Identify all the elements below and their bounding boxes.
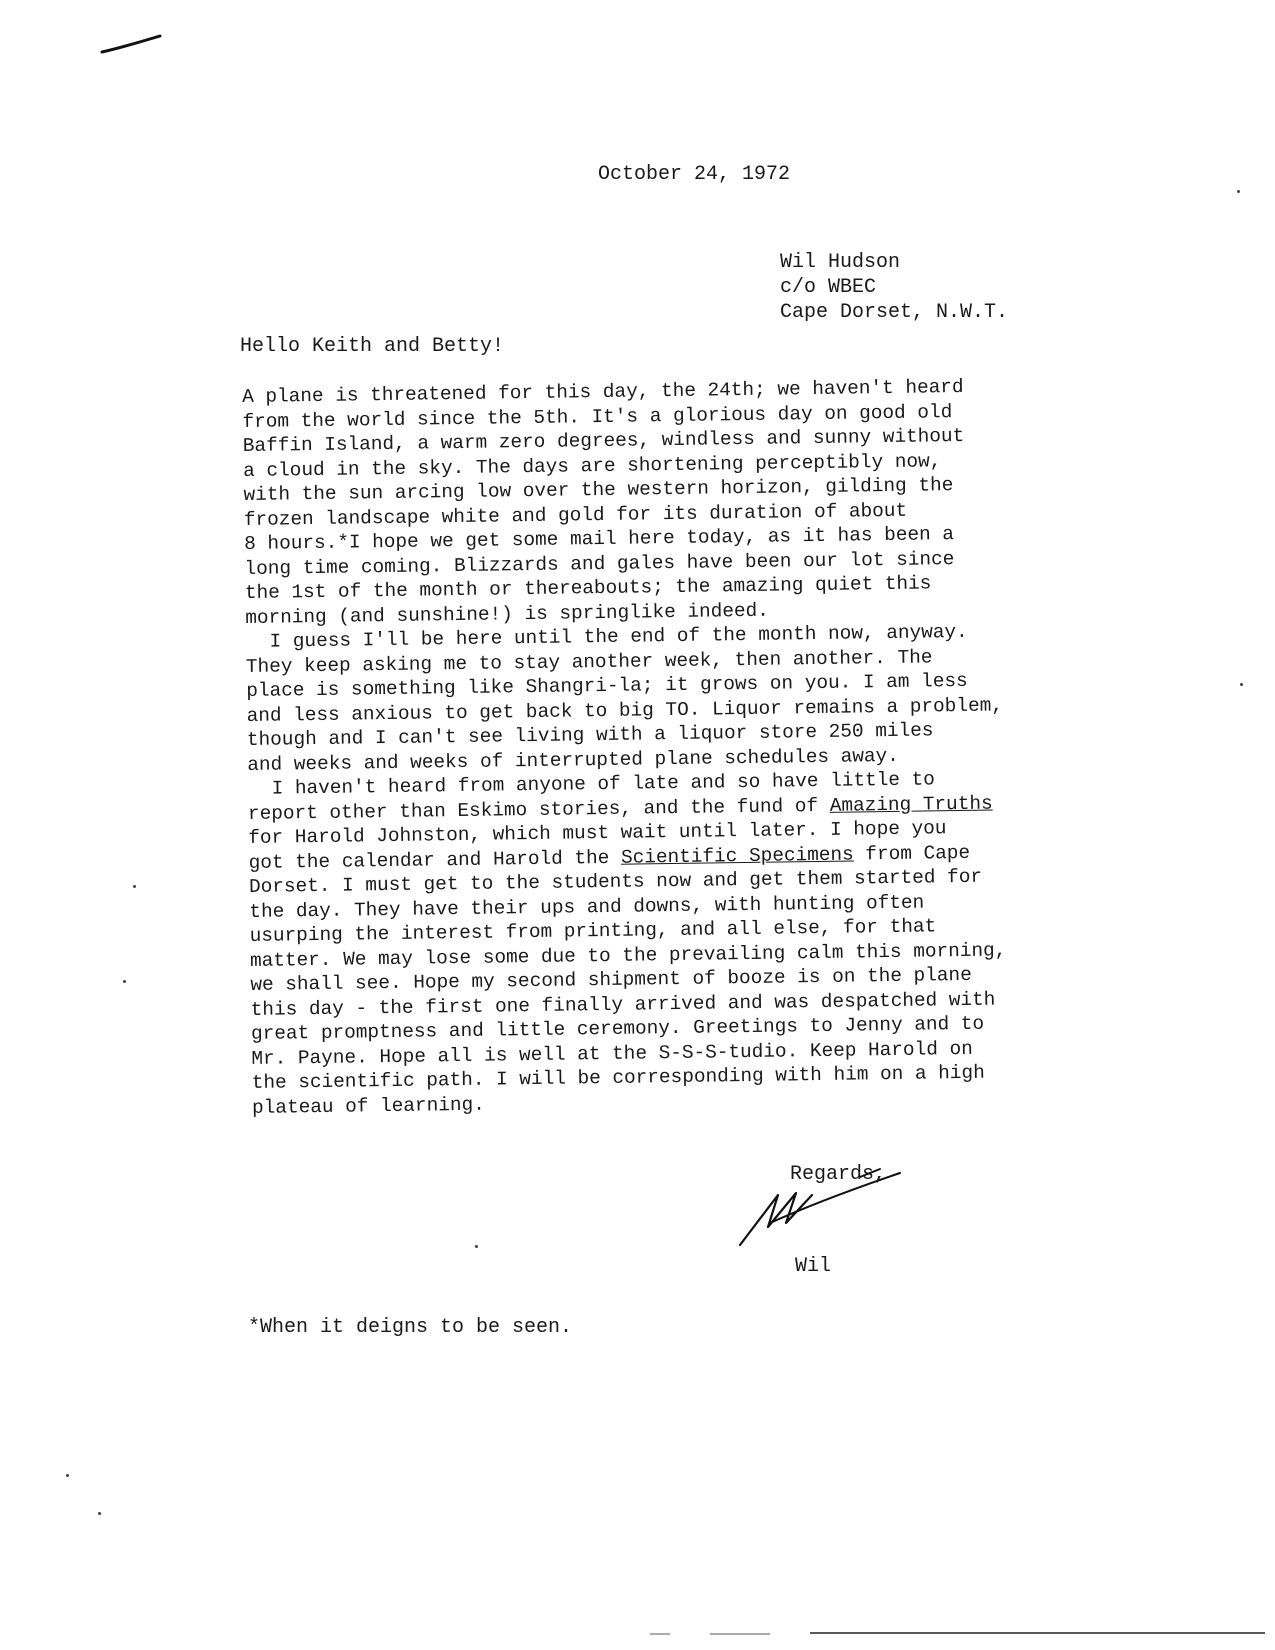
- text-line: 8 hours.*I hope we get some mail here today, as it has been a: [244, 523, 955, 555]
- text-line: Dorset. I must get to the students now and get them started for: [248, 865, 983, 898]
- text-line: place is something like Shangri-la; it grows on you. I am less: [246, 669, 968, 702]
- text-line: morning (and sunshine!) is springlike indeed.: [245, 599, 769, 629]
- text-segment: from Cape: [853, 841, 971, 866]
- text-line: from the world since the 5th. It's a glorious day on good old: [242, 400, 953, 433]
- text-line: I haven't heard from anyone of late and so have little to: [271, 768, 936, 800]
- pen-mark: [100, 30, 170, 60]
- text-line: with the sun arcing low over the western horizon, gilding the: [243, 474, 954, 506]
- text-line: They keep asking me to stay another week, then another. The: [245, 645, 933, 678]
- text-line: usurping the interest from printing, and all else, for that: [249, 915, 937, 947]
- address-line-3: Cape Dorset, N.W.T.: [780, 301, 1009, 324]
- paragraph-2: [245, 618, 1077, 777]
- text-line: long time coming. Blizzards and gales have been our lot since: [244, 547, 955, 580]
- bottom-edge-line: [650, 1630, 1270, 1638]
- address-line-1: Wil Hudson: [780, 251, 901, 274]
- address-line-2: c/o WBEC: [780, 276, 877, 299]
- text-line: the 1st of the month or thereabouts; the amazing quiet this: [244, 572, 932, 604]
- speck: [98, 1512, 101, 1515]
- text-line: great promptness and little ceremony. Greetings to Jenny and to: [250, 1012, 985, 1045]
- text-line: a cloud in the sky. The days are shortening perceptibly now,: [243, 449, 942, 482]
- text-line: and weeks and weeks of interrupted plane schedules away.: [247, 744, 900, 776]
- speck: [1237, 190, 1240, 193]
- speck: [133, 885, 136, 888]
- text-segment: report other than Eskimo stories, and the fund of: [247, 794, 830, 825]
- footnote: *When it deigns to be seen.: [248, 1316, 573, 1339]
- text-line: the day. They have their ups and downs, with hunting often: [249, 891, 925, 923]
- underlined-phrase: Scientific Specimens: [620, 843, 854, 869]
- speck: [1240, 683, 1243, 686]
- text-line: A plane is threatened for this day, the 24th; we haven't heard: [242, 375, 964, 408]
- sender-address: [780, 250, 1008, 325]
- speck: [475, 1245, 478, 1248]
- text-line: this day - the first one finally arrived and was despatched with: [250, 988, 996, 1021]
- speck: [66, 1474, 69, 1477]
- text-line: for Harold Johnston, which must wait until later. I hope you: [248, 817, 947, 849]
- text-line: and less anxious to get back to big TO. Liquor remains a problem,: [246, 693, 1004, 727]
- speck: [123, 980, 126, 983]
- closing: Regards,: [790, 1163, 887, 1186]
- handwritten-signature: [730, 1165, 910, 1255]
- paragraph-3: [247, 765, 1082, 1120]
- underlined-phrase: Amazing Truths: [829, 792, 993, 817]
- letter-body: [242, 373, 1082, 1120]
- text-line: I guess I'll be here until the end of the month now, anyway.: [269, 620, 968, 653]
- text-line: though and I can't see living with a liquor store 250 miles: [246, 719, 934, 751]
- text-line: matter. We may lose some due to the prevailing calm this morning,: [249, 938, 1007, 972]
- text-line: frozen landscape white and gold for its duration of about: [243, 499, 908, 531]
- text-line: plateau of learning.: [251, 1093, 485, 1119]
- text-line: the scientific path. I will be corresponding with him on a high: [251, 1061, 985, 1094]
- letter-date: October 24, 1972: [598, 163, 791, 186]
- greeting: Hello Keith and Betty!: [240, 335, 505, 358]
- text-segment: got the calendar and Harold the: [248, 846, 622, 874]
- text-line: we shall see. Hope my second shipment of booze is on the plane: [250, 963, 972, 996]
- text-line: Baffin Island, a warm zero degrees, windless and sunny without: [242, 424, 965, 457]
- signature-name: Wil: [795, 1255, 832, 1278]
- text-line: Mr. Payne. Hope all is well at the S-S-S-tudio. Keep Harold on: [251, 1037, 973, 1070]
- paragraph-1: [242, 373, 1075, 630]
